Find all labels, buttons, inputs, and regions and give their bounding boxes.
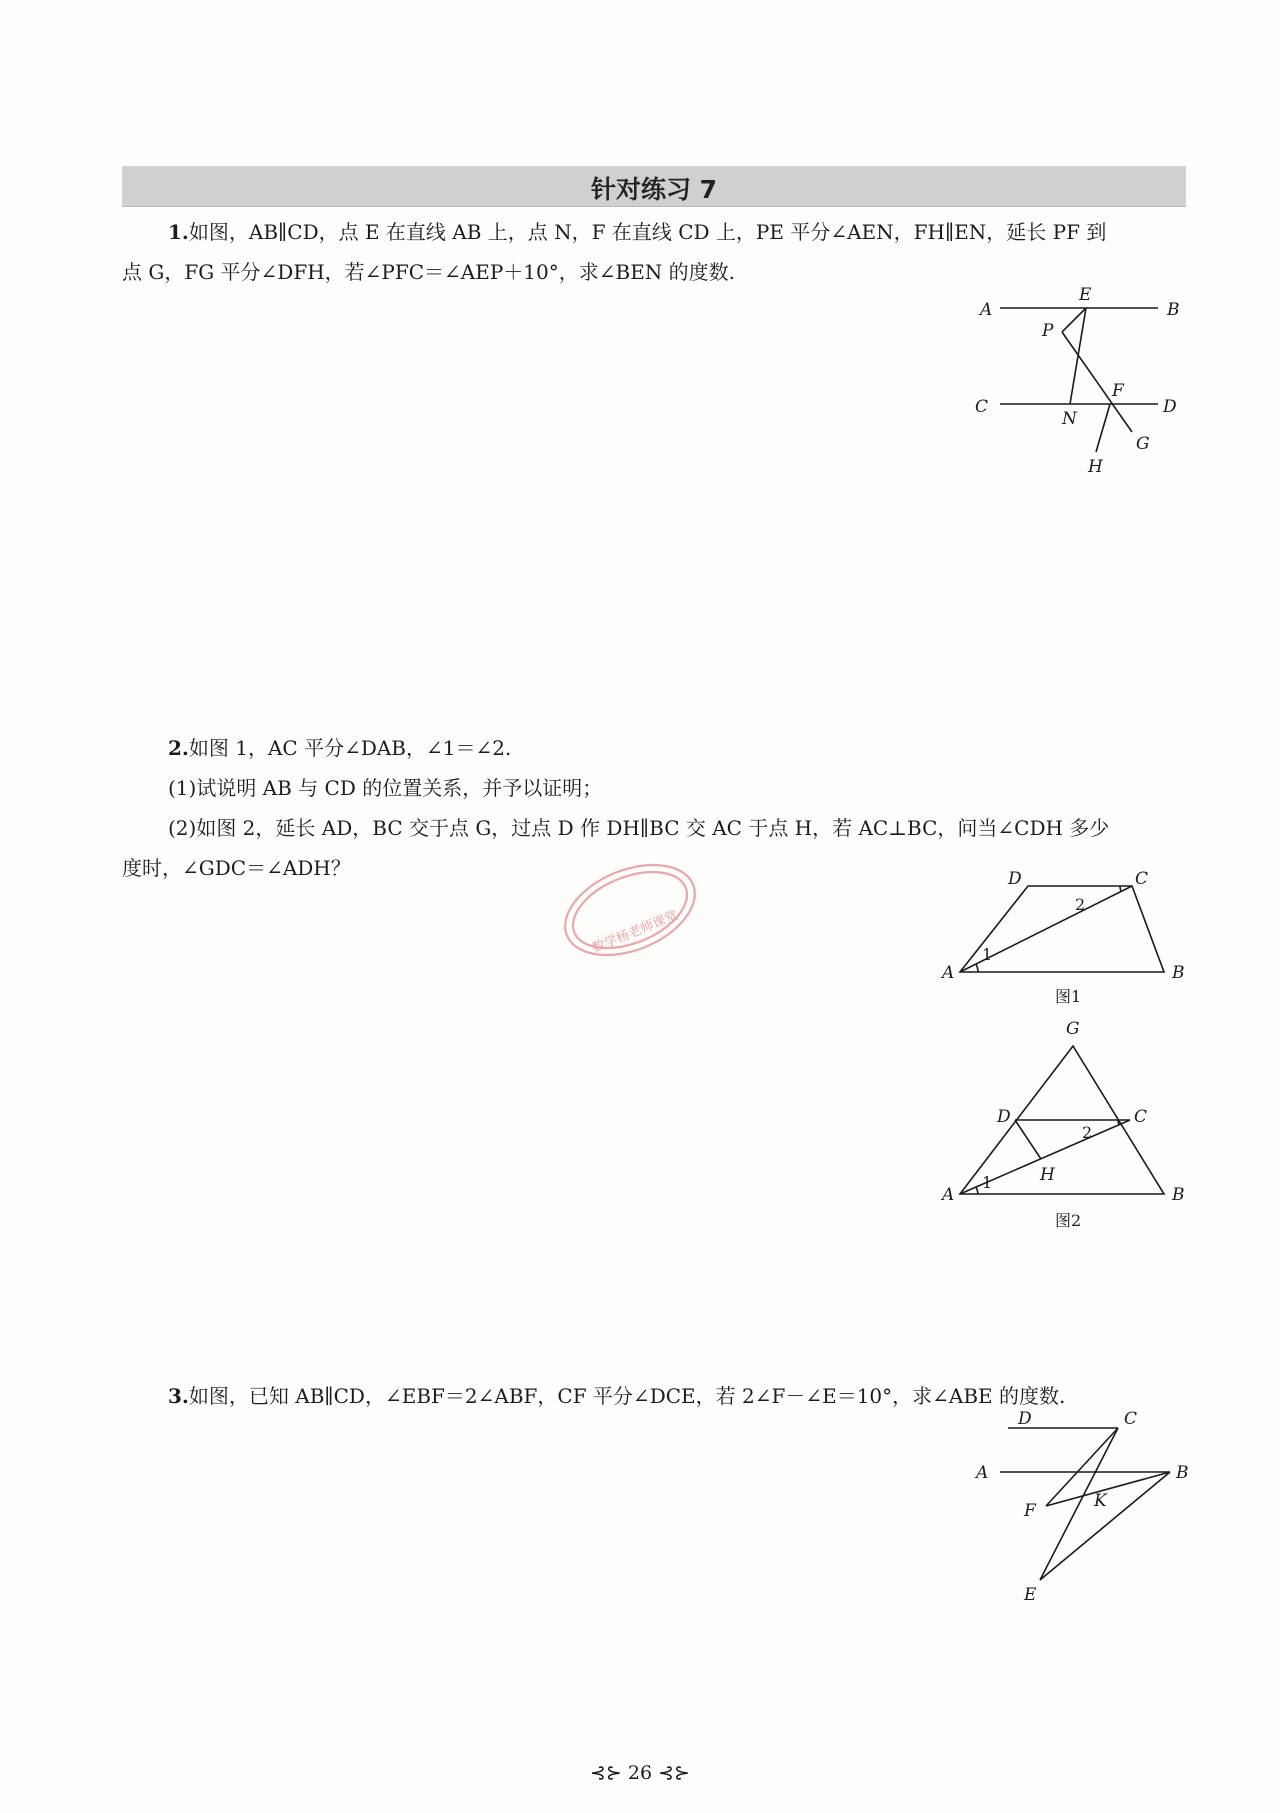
problem-2-line-1 — [168, 728, 511, 768]
problem-2-figure-1 — [940, 869, 1200, 1006]
label-n: N — [1062, 409, 1077, 429]
label-h: H — [1088, 457, 1103, 477]
problem-3-figure — [966, 1410, 1206, 1610]
segment-cf — [1046, 1428, 1118, 1506]
segment-eb — [1040, 1472, 1170, 1580]
fig1-label-2: 2 — [1075, 895, 1086, 914]
fig1-label-1: 1 — [982, 945, 993, 964]
fig2-label-c: C — [1134, 1107, 1148, 1127]
fig2-label-g: G — [1066, 1019, 1080, 1039]
fig2-label-1: 1 — [982, 1173, 993, 1192]
fig2-label-b: B — [1172, 1185, 1185, 1205]
segment-dh — [1015, 1120, 1041, 1159]
page-number: 26 — [627, 1762, 653, 1784]
problem-2-text-1: 如图 1，AC 平分∠DAB，∠1＝∠2. — [188, 736, 512, 760]
fig3-label-k: K — [1094, 1491, 1107, 1511]
label-e: E — [1079, 285, 1092, 305]
label-a: A — [980, 300, 993, 320]
problem-2-line-2: (1)试说明 AB 与 CD 的位置关系，并予以证明； — [168, 776, 603, 800]
fig3-label-f: F — [1024, 1501, 1036, 1521]
fig2-label-h: H — [1040, 1165, 1055, 1185]
label-p: P — [1042, 321, 1054, 341]
watermark-text: 数学杨老师课堂 — [590, 908, 681, 957]
problem-1-line-2: 点 G，FG 平分∠DFH，若∠PFC＝∠AEP＋10°，求∠BEN 的度数. — [122, 260, 736, 284]
page-footer — [0, 1762, 1280, 1784]
problem-3-text-1: 如图，已知 AB∥CD，∠EBF＝2∠ABF，CF 平分∠DCE，若 2∠F－∠E＝10°，求∠ABE 的度数. — [188, 1384, 1066, 1408]
problem-2-line-3: (2)如图 2，延长 AD，BC 交于点 G，过点 D 作 DH∥BC 交 AC 于点 H，若 AC⊥BC，问当∠CDH 多少 — [168, 816, 1110, 840]
fig3-label-d: D — [1018, 1409, 1032, 1429]
segment-fb — [1046, 1472, 1170, 1506]
fig3-label-c: C — [1124, 1409, 1138, 1429]
fig2-caption: 图2 — [1055, 1211, 1082, 1230]
watermark-stamp — [555, 860, 705, 960]
problem-2-figure-2 — [940, 1016, 1200, 1236]
label-b: B — [1167, 300, 1180, 320]
problem-1-line-1 — [168, 212, 1106, 252]
segment-fh — [1096, 404, 1110, 452]
label-f: F — [1112, 381, 1124, 401]
section-header — [122, 166, 1186, 207]
section-title: 针对练习 7 — [590, 175, 718, 204]
fig3-label-b: B — [1176, 1463, 1189, 1483]
fig2-label-d: D — [997, 1107, 1011, 1127]
problem-1-number: 1. — [168, 220, 189, 244]
problem-2-number: 2. — [168, 736, 189, 760]
label-c: C — [975, 397, 989, 417]
fig2-angle-1-arc — [976, 1187, 978, 1194]
fig1-label-c: C — [1135, 869, 1149, 889]
fig1-caption: 图1 — [1055, 987, 1082, 1006]
problem-2-line-4: 度时，∠GDC＝∠ADH？ — [122, 856, 351, 880]
fig1-label-b: B — [1172, 963, 1185, 983]
problem-3-line-1 — [168, 1376, 1065, 1416]
problem-1-text-1: 如图，AB∥CD，点 E 在直线 AB 上，点 N，F 在直线 CD 上，PE 平分∠AEN，FH∥EN，延长 PF 到 — [188, 220, 1107, 244]
problem-3-number: 3. — [168, 1384, 189, 1408]
footer-ornament-left: ⊰⊱ — [590, 1762, 622, 1784]
label-g: G — [1136, 434, 1150, 454]
problem-1-figure — [970, 282, 1210, 482]
fig2-label-a: A — [942, 1185, 955, 1205]
label-d: D — [1163, 397, 1177, 417]
fig2-label-2: 2 — [1082, 1123, 1093, 1142]
angle-1-arc — [976, 964, 978, 972]
fig3-label-e: E — [1024, 1585, 1037, 1605]
fig1-label-a: A — [942, 963, 955, 983]
fig3-label-a: A — [976, 1463, 989, 1483]
footer-ornament-right: ⊰⊱ — [658, 1762, 690, 1784]
fig1-label-d: D — [1008, 869, 1022, 889]
